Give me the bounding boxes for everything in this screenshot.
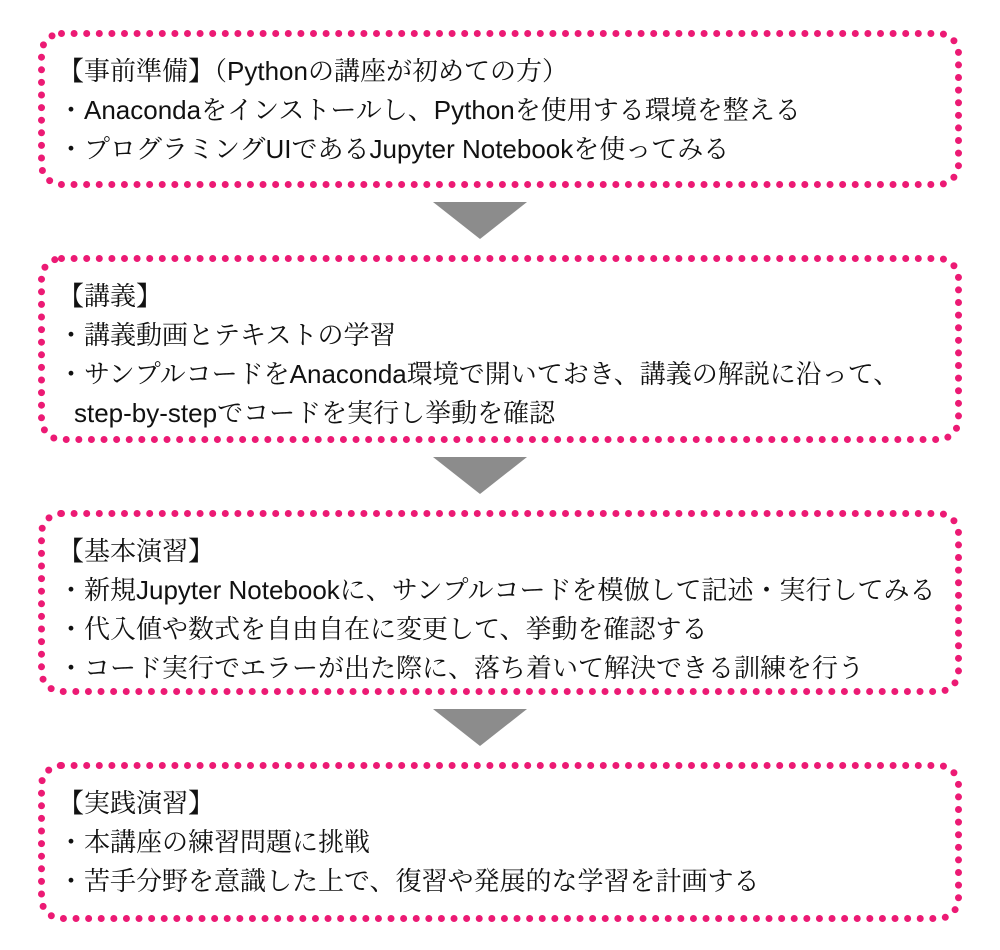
step-bullet-line: ・講義動画とテキストの学習: [58, 320, 396, 350]
step-bullet-line: ・サンプルコードをAnaconda環境で開いておき、講義の解説に沿って、: [58, 359, 900, 389]
step-content: [38, 510, 962, 688]
down-arrow-icon: [433, 709, 527, 746]
flow-step-preparation: [38, 30, 962, 188]
down-arrow-icon: [433, 202, 527, 239]
step-title: 【講義】: [58, 281, 163, 311]
step-bullet-line: ・苦手分野を意識した上で、復習や発展的な学習を計画する: [58, 866, 760, 896]
flow-step-basic-exercise: [38, 510, 962, 695]
flow-step-practical-exercise: [38, 762, 962, 922]
step-title: 【基本演習】: [58, 536, 215, 566]
step-content: [38, 30, 962, 169]
step-bullet-line: ・プログラミングUIであるJupyter Notebookを使ってみる: [58, 134, 730, 164]
step-continuation-line: step-by-stepでコードを実行し挙動を確認: [74, 398, 556, 428]
step-content: [38, 762, 962, 901]
down-arrow-icon: [433, 457, 527, 494]
step-content: [38, 255, 962, 433]
flow-step-lecture: [38, 255, 962, 443]
step-title: 【実践演習】: [58, 788, 215, 818]
step-title: 【事前準備】（Pythonの講座が初めての方）: [58, 56, 568, 86]
step-bullet-line: ・コード実行でエラーが出た際に、落ち着いて解決できる訓練を行う: [58, 653, 865, 683]
step-bullet-line: ・本講座の練習問題に挑戦: [58, 827, 371, 857]
step-bullet-line: ・Anacondaをインストールし、Pythonを使用する環境を整える: [58, 95, 801, 125]
step-bullet-line: ・新規Jupyter Notebookに、サンプルコードを模倣して記述・実行してみる: [58, 575, 936, 605]
step-bullet-line: ・代入値や数式を自由自在に変更して、挙動を確認する: [58, 614, 708, 644]
